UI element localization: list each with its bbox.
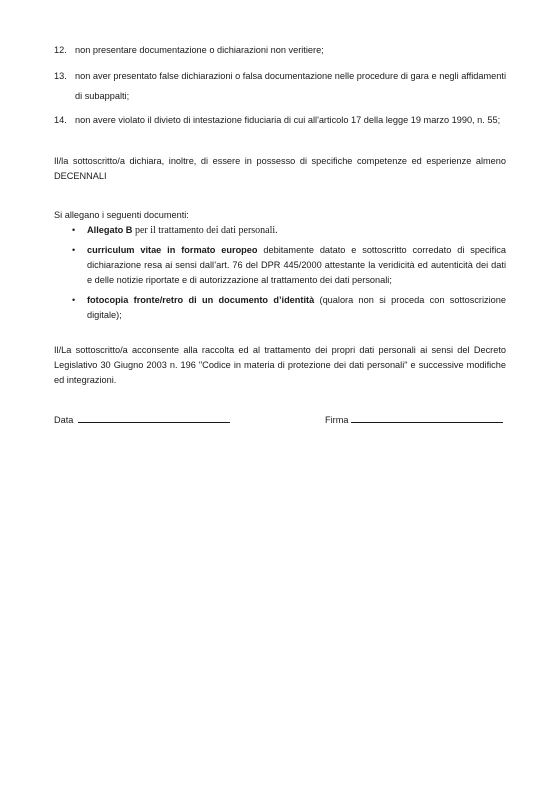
bullet-icon: • — [72, 295, 76, 305]
item-text: non aver presentato false dichiarazioni o falsa documentazione nelle procedure di gara e negli affidamenti di subappalti; — [75, 71, 506, 101]
date-label: Data — [54, 415, 74, 425]
date-line — [78, 411, 230, 423]
bullet-icon: • — [72, 245, 76, 255]
signature-line — [351, 411, 503, 423]
item-number: 12. — [54, 45, 67, 55]
consent-paragraph: Il/La sottoscritto/a acconsente alla raccolta ed al trattamento dei propri dati personali ai sensi del Decreto Legislativo 30 Giugno 2003 n. 196 "Codice in materia di protezione dei dati personali" e successive modifiche ed integrazioni. — [54, 345, 506, 385]
item-text: non avere violato il divieto di intestazione fiduciaria di cui all'articolo 17 della legge 19 marzo 1990, n. 55; — [75, 115, 501, 125]
item-number: 13. — [54, 71, 67, 81]
list-item-14 — [54, 110, 506, 130]
signature-label: Firma — [325, 415, 349, 425]
attachments-list — [71, 223, 506, 323]
attachment-description: (qualora non si proceda con sottoscrizione digitale); — [87, 295, 506, 320]
attachment-item — [71, 223, 506, 238]
attachments-intro: Si allegano i seguenti documenti: — [54, 210, 189, 220]
attachment-item — [71, 293, 506, 323]
list-item-12 — [54, 40, 506, 60]
date-field — [54, 411, 230, 428]
bullet-icon: • — [72, 225, 76, 235]
item-number: 14. — [54, 115, 67, 125]
attachment-title: fotocopia fronte/retro di un documento d’identità — [87, 295, 315, 305]
item-text: non presentare documentazione o dichiarazioni non veritiere; — [75, 45, 324, 55]
attachment-description: per il trattamento dei dati personali. — [132, 225, 278, 236]
attachment-title: curriculum vitae in formato europeo — [87, 245, 258, 255]
attachment-item — [71, 243, 506, 288]
attachment-description: debitamente datato e sottoscritto corredato di specifica dichiarazione resa ai sensi dall’art. 76 del DPR 445/2000 attestante la veridicità ed autenticità dei dati e delle notizie riportate e di autorizzazione al trattamento dei dati personali; — [87, 245, 506, 285]
attachment-title: Allegato B — [87, 225, 133, 235]
list-item-13 — [54, 66, 506, 106]
declaration-paragraph: Il/la sottoscritto/a dichiara, inoltre, di essere in possesso di specifiche competenze ed esperienze almeno DECENNALI — [54, 156, 506, 181]
signature-field — [325, 411, 503, 428]
